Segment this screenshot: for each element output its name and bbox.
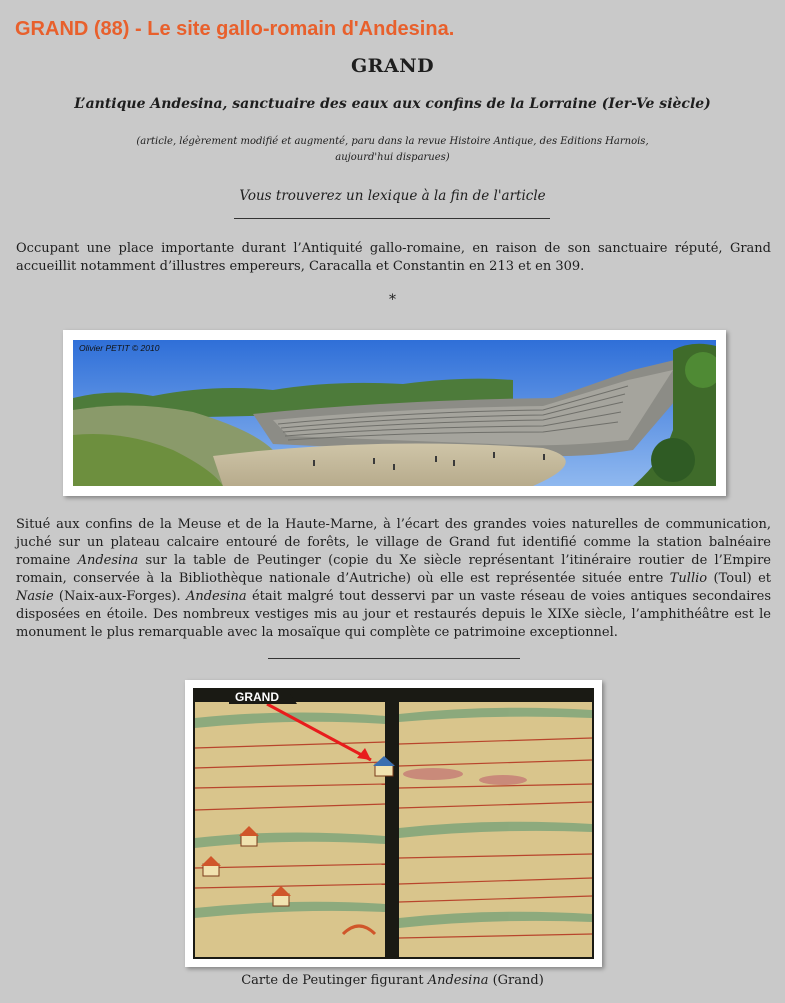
paragraph-intro: Occupant une place importante durant l’Antiquité gallo-romaine, en raison de son sanctuaire réputé, Grand accueillit notamment d’illustres empereurs, Caracalla et Constantin en 213 et en 309. xyxy=(16,241,771,274)
peutinger-map xyxy=(185,680,602,967)
divider-bottom xyxy=(268,658,520,659)
amphitheatre-photo xyxy=(63,330,726,496)
para2-text-4: (Naix-aux-Forges). xyxy=(53,589,186,604)
article-heading: GRAND xyxy=(350,55,435,77)
para2-andesina-2: Andesina xyxy=(185,589,247,604)
para2-text-5: était malgré tout desservi par un vaste réseau de voies antiques secondaires disposées en étoile. Des nombreux vestiges mis au jour et restaurés depuis le XIXe siècle, l’amphithéâtre est le monument le plus remarquable avec la mosaïque qui complète ce patrimoine exceptionnel. xyxy=(16,589,771,640)
para2-text-1: Situé aux confins de la Meuse et de la Haute-Marne, à l’écart des grandes voies naturelles de communication, juché sur un plateau calcaire entouré de forêts, le village de Grand fut identifié comme la station balnéaire romaine xyxy=(16,517,771,568)
publication-note xyxy=(0,134,785,166)
article-subtitle: L’antique Andesina, sanctuaire des eaux aux confins de la Lorraine (Ier-Ve siècle) xyxy=(74,96,711,112)
section-separator: * xyxy=(389,292,396,308)
caption-prefix: Carte de Peutinger figurant xyxy=(241,973,428,988)
caption-andesina: Andesina xyxy=(427,973,489,988)
publication-note-line2: aujourd'hui disparues) xyxy=(335,152,450,163)
peutinger-map-image xyxy=(193,688,594,959)
lexique-notice: Vous trouverez un lexique à la fin de l'article xyxy=(239,188,546,204)
amphitheatre-panorama-image xyxy=(73,340,716,486)
para2-tullio: Tullio xyxy=(669,571,708,586)
caption-suffix: (Grand) xyxy=(488,973,544,988)
para2-text-2: sur la table de Peutinger (copie du Xe siècle représentant l’itinéraire routier de l’Empire romain, conservée à la Bibliothèque nationale d’Autriche) où elle est représentée située entre xyxy=(16,553,771,586)
paragraph-description xyxy=(16,516,771,642)
photo-credit: Olivier PETIT © 2010 xyxy=(79,343,160,353)
map-caption xyxy=(0,972,785,990)
para2-nasie: Nasie xyxy=(16,589,54,604)
map-grand-label: GRAND xyxy=(235,690,279,704)
site-title: GRAND (88) - Le site gallo-romain d'Andesina. xyxy=(15,18,455,40)
para2-andesina: Andesina xyxy=(77,553,139,568)
publication-note-line1: (article, légèrement modifié et augmenté, paru dans la revue Histoire Antique, des Editions Harnois, xyxy=(136,136,649,147)
divider-top xyxy=(234,218,550,219)
para2-text-3: (Toul) et xyxy=(707,571,771,586)
